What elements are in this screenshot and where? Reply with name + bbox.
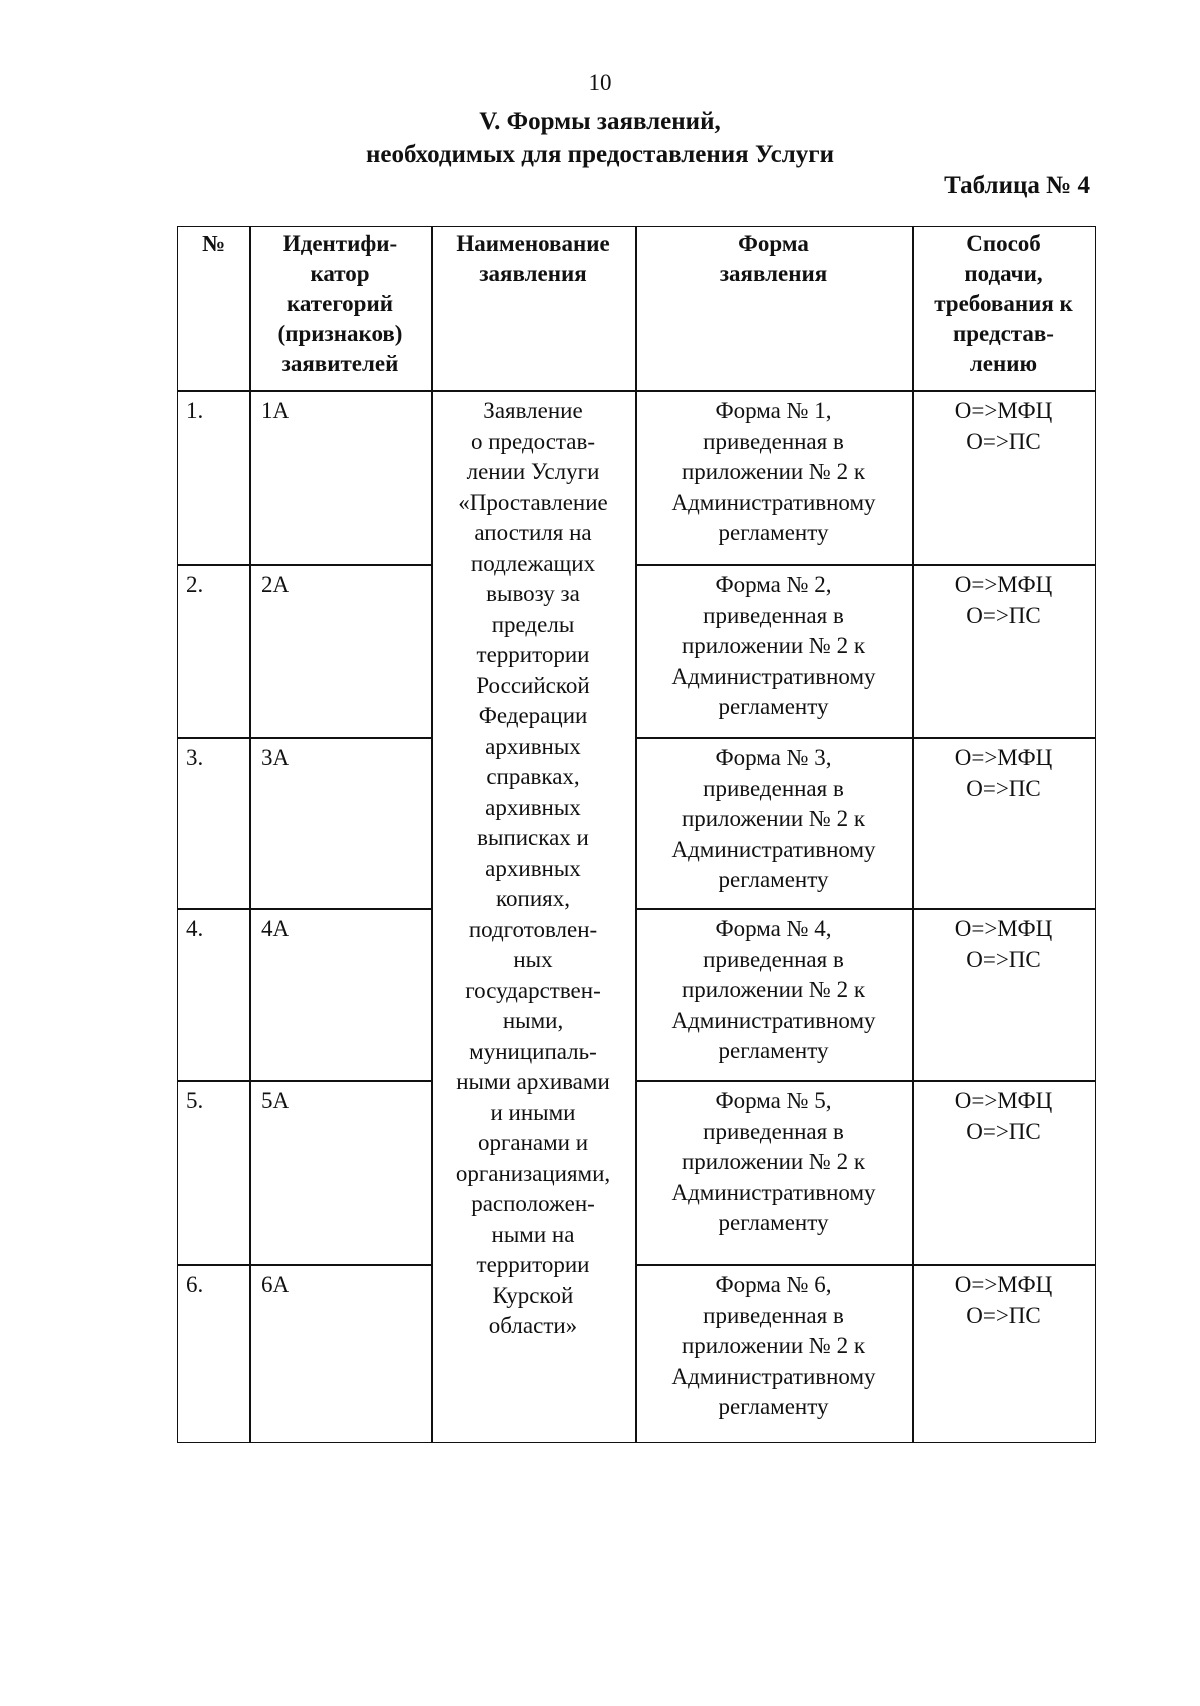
application-name-line: о предостав- — [470, 428, 595, 454]
forms-table — [177, 226, 1096, 1443]
row-form-line: Административному — [671, 836, 876, 862]
application-name-line: ными, — [502, 1008, 564, 1033]
table-row-divider — [635, 564, 1095, 566]
row-form-line: регламенту — [718, 867, 829, 892]
header-form-line: Форма — [738, 231, 809, 256]
application-name-line: ными архивами — [456, 1069, 610, 1094]
row-form-line: Форма № 3, — [715, 745, 832, 770]
application-name-line: Российской — [476, 672, 590, 698]
row-form — [635, 1086, 912, 1239]
header-name — [431, 229, 635, 289]
application-name — [431, 396, 635, 1342]
row-form-line: Административному — [671, 1007, 876, 1033]
row-form-line: регламенту — [718, 1394, 829, 1419]
application-name-line: архивных — [485, 733, 581, 759]
row-form — [635, 1270, 912, 1423]
application-name-line: апостиля на — [474, 520, 592, 545]
page-number: 10 — [588, 70, 612, 95]
application-name-line: ными на — [491, 1221, 575, 1247]
row-number: 1. — [186, 398, 204, 423]
row-form-line: Форма № 2, — [715, 572, 832, 597]
header-identifier — [249, 229, 431, 379]
row-form-line: Форма № 1, — [715, 398, 832, 423]
application-name-line: «Проставление — [458, 489, 608, 515]
application-name-line: территории — [476, 1252, 590, 1277]
table-row-divider — [635, 1080, 1095, 1082]
row-form-line: приложении № 2 к — [681, 806, 866, 831]
application-name-line: подлежащих — [470, 550, 596, 576]
row-form — [635, 396, 912, 549]
row-identifier: 1А — [261, 398, 290, 423]
table-column-divider — [249, 227, 251, 1442]
table-row-divider — [635, 737, 1095, 739]
header-form — [635, 229, 912, 289]
header-num-line: № — [201, 231, 226, 256]
table-row-divider — [635, 1264, 1095, 1266]
row-method — [912, 396, 1095, 457]
application-name-line: организациями, — [455, 1160, 611, 1186]
row-identifier: 4А — [261, 916, 290, 941]
row-form-line: Форма № 5, — [715, 1088, 832, 1113]
row-form-line: Форма № 4, — [715, 916, 832, 941]
header-identifier-line: заявителей — [281, 351, 399, 376]
table-row-divider — [178, 1080, 431, 1082]
application-name-line: и иными — [490, 1099, 576, 1125]
row-form-line: приведенная в — [703, 1302, 844, 1328]
application-name-line: архивных — [485, 855, 581, 881]
row-form-line: приведенная в — [703, 775, 844, 801]
row-form-line: регламенту — [718, 1210, 829, 1235]
application-name-line: государствен- — [465, 977, 601, 1003]
row-form-line: приведенная в — [703, 602, 844, 628]
row-form-line: приложении № 2 к — [681, 977, 866, 1002]
row-method-line: О=>МФЦ — [954, 398, 1053, 423]
row-method — [912, 914, 1095, 975]
row-identifier: 2А — [261, 572, 290, 597]
header-method — [912, 229, 1095, 379]
row-number: 3. — [186, 745, 204, 770]
application-name-line: области» — [488, 1313, 578, 1338]
application-name-line: ных — [513, 947, 553, 972]
row-method-line: О=>МФЦ — [954, 745, 1053, 770]
row-method — [912, 1086, 1095, 1147]
row-form-line: приложении № 2 к — [681, 633, 866, 658]
header-form-line: заявления — [719, 261, 828, 286]
row-method-line: О=>ПС — [966, 602, 1041, 628]
section-title-line-2: необходимых для предоставления Услуги — [366, 141, 834, 168]
row-identifier: 5А — [261, 1088, 290, 1113]
header-identifier-line: катор — [310, 261, 370, 286]
row-method-line: О=>МФЦ — [954, 1272, 1053, 1297]
row-form-line: регламенту — [718, 1038, 829, 1063]
header-identifier-line: категорий — [287, 291, 393, 316]
application-name-line: территории — [476, 642, 590, 667]
row-method-line: О=>ПС — [966, 775, 1041, 801]
header-name-line: Наименование — [456, 231, 610, 256]
application-name-line: Курской — [492, 1282, 574, 1308]
application-name-line: архивных — [485, 794, 581, 820]
row-form-line: регламенту — [718, 694, 829, 719]
row-form-line: Административному — [671, 489, 876, 515]
application-name-line: вывозу за — [486, 581, 580, 606]
row-method-line: О=>ПС — [966, 1302, 1041, 1328]
row-form-line: приведенная в — [703, 428, 844, 454]
table-row-divider — [178, 1264, 431, 1266]
table-header-divider — [178, 390, 1095, 392]
table-row-divider — [178, 908, 431, 910]
table-row-divider — [635, 908, 1095, 910]
row-number: 2. — [186, 572, 204, 597]
header-method-line: подачи, — [964, 261, 1043, 286]
row-form — [635, 570, 912, 723]
header-method-line: представ- — [953, 321, 1054, 346]
row-form — [635, 914, 912, 1067]
application-name-line: пределы — [491, 611, 575, 637]
row-number: 6. — [186, 1272, 204, 1297]
application-name-line: лении Услуги — [466, 459, 600, 484]
row-number: 5. — [186, 1088, 204, 1113]
row-method-line: О=>ПС — [966, 946, 1041, 972]
table-row-divider — [178, 737, 431, 739]
row-form-line: Административному — [671, 1363, 876, 1389]
row-form-line: приведенная в — [703, 1118, 844, 1144]
header-num — [178, 229, 249, 259]
row-form-line: приложении № 2 к — [681, 1333, 866, 1358]
application-name-line: справках, — [486, 764, 580, 789]
application-name-line: Заявление — [483, 398, 583, 423]
row-method-line: О=>ПС — [966, 428, 1041, 454]
header-identifier-line: Идентифи- — [282, 231, 398, 256]
row-method-line: О=>МФЦ — [954, 1088, 1053, 1113]
row-form — [635, 743, 912, 896]
row-form-line: Административному — [671, 1179, 876, 1205]
row-identifier: 3А — [261, 745, 290, 770]
row-form-line: приложении № 2 к — [681, 1149, 866, 1174]
row-method — [912, 1270, 1095, 1331]
row-method — [912, 743, 1095, 804]
row-method-line: О=>ПС — [966, 1118, 1041, 1144]
row-method-line: О=>МФЦ — [954, 916, 1053, 941]
application-name-line: органами и — [477, 1130, 589, 1155]
application-name-line: подготовлен- — [468, 916, 598, 942]
table-label: Таблица № 4 — [944, 172, 1090, 199]
application-name-line: выписках и — [477, 825, 589, 850]
row-number: 4. — [186, 916, 204, 941]
row-form-line: приведенная в — [703, 946, 844, 972]
application-name-line: муниципаль- — [469, 1038, 597, 1064]
header-method-line: Способ — [966, 231, 1041, 256]
row-form-line: регламенту — [718, 520, 829, 545]
header-identifier-line: (признаков) — [277, 321, 403, 346]
row-identifier: 6А — [261, 1272, 290, 1297]
row-method-line: О=>МФЦ — [954, 572, 1053, 597]
application-name-line: копиях, — [496, 886, 570, 911]
row-form-line: приложении № 2 к — [681, 459, 866, 484]
section-title-line-1: V. Формы заявлений, — [479, 108, 721, 135]
section-title — [0, 105, 1200, 171]
row-method — [912, 570, 1095, 631]
application-name-line: расположен- — [471, 1191, 595, 1216]
table-row-divider — [178, 564, 431, 566]
header-method-line: лению — [969, 351, 1038, 376]
header-name-line: заявления — [479, 261, 587, 286]
header-method-line: требования к — [934, 291, 1073, 316]
row-form-line: Административному — [671, 663, 876, 689]
row-form-line: Форма № 6, — [715, 1272, 832, 1297]
application-name-line: Федерации — [478, 703, 588, 728]
